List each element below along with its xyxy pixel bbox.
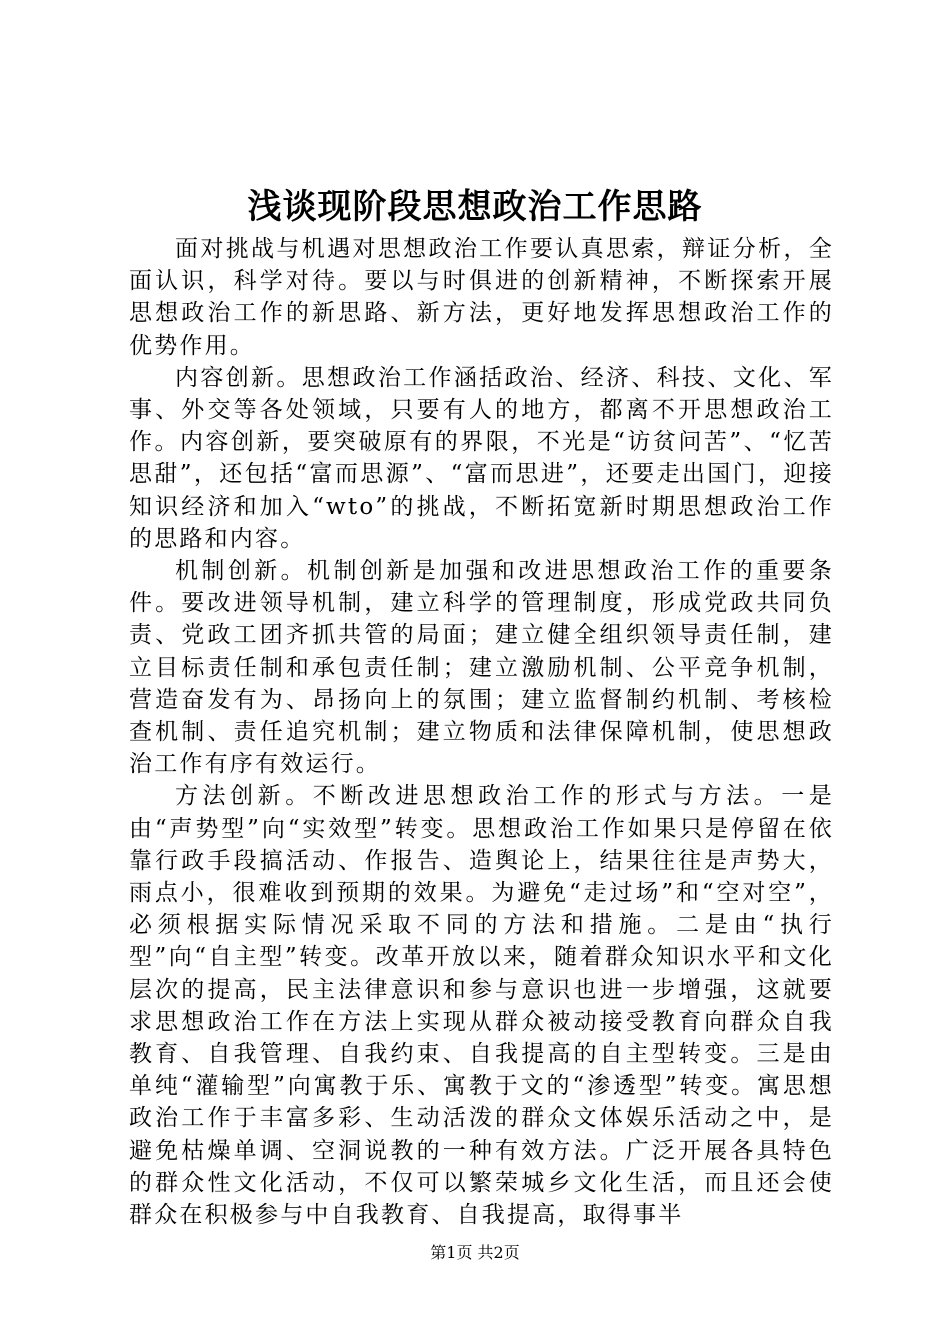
- paragraph-mechanism-innovation: 机制创新。机制创新是加强和改进思想政治工作的重要条件。要改进领导机制，建立科学的管理制度，形成党政共同负责、党政工团齐抓共管的局面；建立健全组织领导责任制，建立目标责任制和承包责任制；建立激励机制、公平竞争机制，营造奋发有为、昂扬向上的氛围；建立监督制约机制、考核检查机制、责任追究机制；建立物质和法律保障机制，使思想政治工作有序有效运行。: [129, 558, 834, 778]
- paragraph-intro: 面对挑战与机遇对思想政治工作要认真思索，辩证分析，全面认识，科学对待。要以与时俱进的创新精神，不断探索开展思想政治工作的新思路、新方法，更好地发挥思想政治工作的优势作用。: [129, 236, 834, 359]
- document-title: 浅谈现阶段思想政治工作思路: [247, 187, 703, 227]
- paragraph-method-innovation: 方法创新。不断改进思想政治工作的形式与方法。一是由“声势型”向“实效型”转变。思想政治工作如果只是停留在依靠行政手段搞活动、作报告、造舆论上，结果往往是声势大，雨点小，很难收到预期的效果。为避免“走过场”和“空对空”，必须根据实际情况采取不同的方法和措施。二是由“执行型”向“自主型”转变。改革开放以来，随着群众知识水平和文化层次的提高，民主法律意识和参与意识也进一步增强，这就要求思想政治工作在方法上实现从群众被动接受教育向群众自我教育、自我管理、自我约束、自我提高的自主型转变。三是由单纯“灌输型”向寓教于乐、寓教于文的“渗透型”转变。寓思想政治工作于丰富多彩、生动活泼的群众文体娱乐活动之中，是避免枯燥单调、空洞说教的一种有效方法。广泛开展各具特色的群众性文化活动，不仅可以繁荣城乡文化生活，而且还会使群众在积极参与中自我教育、自我提高，取得事半: [129, 783, 834, 1229]
- document-body: [129, 233, 834, 1231]
- page-number-footer: 第1页 共2页: [430, 1243, 520, 1262]
- paragraph-content-innovation: 内容创新。思想政治工作涵括政治、经济、科技、文化、军事、外交等各处领域，只要有人的地方，都离不开思想政治工作。内容创新，要突破原有的界限，不光是“访贫问苦”、“忆苦思甜”，还包括“富而思源”、“富而思进”，还要走出国门，迎接知识经济和加入“wto”的挑战，不断拓宽新时期思想政治工作的思路和内容。: [129, 364, 834, 552]
